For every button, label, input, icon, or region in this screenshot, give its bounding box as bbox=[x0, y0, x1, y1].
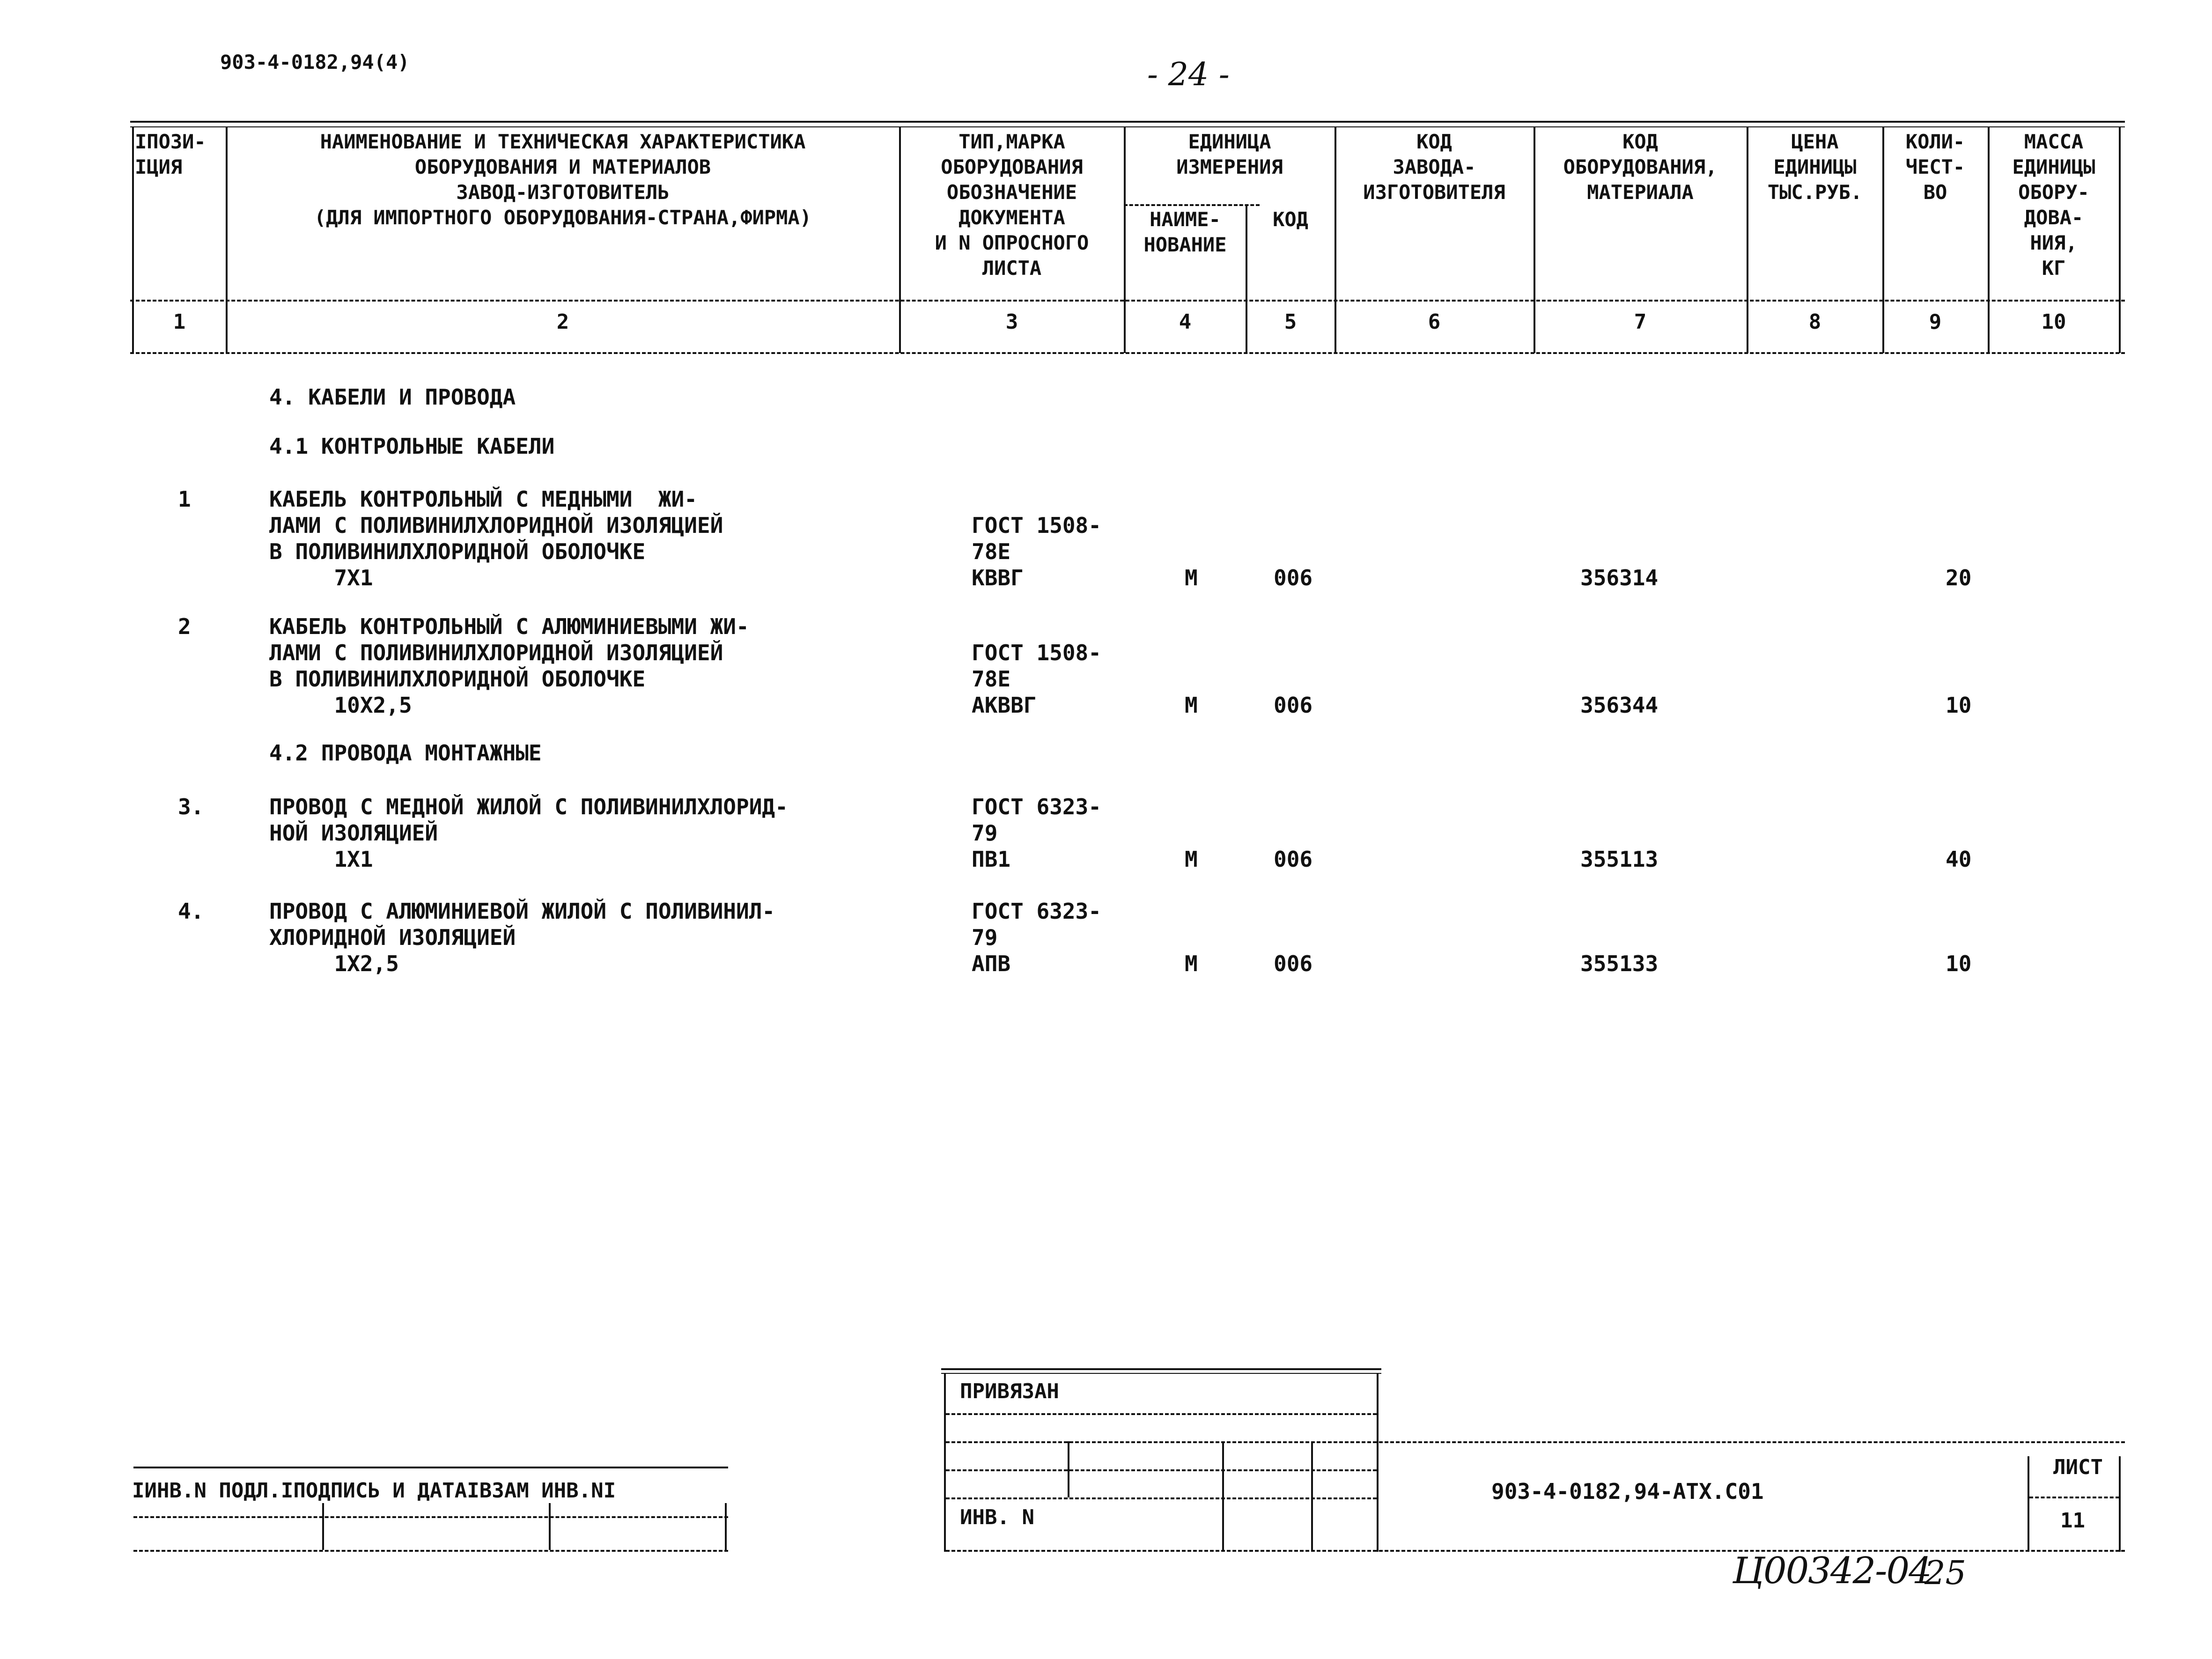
row-name: КАБЕЛЬ КОНТРОЛЬНЫЙ С АЛЮМИНИЕВЫМИ ЖИ- ЛАМИ С ПОЛИВИНИЛХЛОРИДНОЙ ИЗОЛЯЦИЕЙ В ПОЛИВИНИЛХЛОРИДНОЙ ОБОЛОЧКЕ 10X2,5 bbox=[269, 614, 749, 718]
row-type: ГОСТ 1508- 78Е КВВГ bbox=[972, 513, 1101, 590]
row-material-code: 355133 bbox=[1580, 951, 1659, 976]
row-type: ГОСТ 6323- 79 АПВ bbox=[972, 899, 1101, 976]
row-position: 4. bbox=[178, 899, 204, 924]
stamp-left-header: IИНВ.N ПОДЛ.IПОДПИСЬ И ДАТАIВЗАМ ИНВ.NI bbox=[132, 1479, 616, 1503]
row-position: 1 bbox=[178, 487, 191, 512]
row-unit: М bbox=[1185, 565, 1198, 590]
col-header-name: НАИМЕНОВАНИЕ И ТЕХНИЧЕСКАЯ ХАРАКТЕРИСТИКА ОБОРУДОВАНИЯ И МАТЕРИАЛОВ ЗАВОД-ИЗГОТОВИТЕЛЬ (ДЛЯ ИМПОРТНОГО ОБОРУДОВАНИЯ-СТРАНА,ФИРМА) bbox=[314, 130, 812, 229]
row-material-code: 356344 bbox=[1580, 693, 1659, 718]
row-position: 2 bbox=[178, 614, 191, 639]
col-header-position: IПОЗИ- IЦИЯ bbox=[135, 130, 206, 178]
col-number-2: 2 bbox=[556, 310, 569, 334]
row-material-code: 355113 bbox=[1580, 847, 1659, 872]
col-header-unit: ЕДИНИЦА ИЗМЕРЕНИЯ bbox=[1176, 130, 1283, 178]
row-type: ГОСТ 1508- 78Е АКВВГ bbox=[972, 640, 1101, 718]
row-unit-code: 006 bbox=[1274, 951, 1313, 976]
row-unit-code: 006 bbox=[1274, 847, 1313, 872]
row-name: ПРОВОД С АЛЮМИНИЕВОЙ ЖИЛОЙ С ПОЛИВИНИЛ- ХЛОРИДНОЙ ИЗОЛЯЦИЕЙ 1X2,5 bbox=[269, 899, 775, 976]
col-header-manufacturer-code: КОД ЗАВОДА- ИЗГОТОВИТЕЛЯ bbox=[1363, 130, 1505, 204]
page-number: - 24 - bbox=[1147, 56, 1230, 93]
document-code-stamp: 903-4-0182,94-АТХ.С01 bbox=[1491, 1479, 1764, 1504]
col-header-mass: МАССА ЕДИНИЦЫ ОБОРУ- ДОВА- НИЯ, КГ bbox=[2012, 130, 2095, 280]
row-unit-code: 006 bbox=[1274, 693, 1313, 718]
col-header-material-code: КОД ОБОРУДОВАНИЯ, МАТЕРИАЛА bbox=[1563, 130, 1718, 204]
col-header-quantity: КОЛИ- ЧЕСТ- ВО bbox=[1905, 130, 1965, 204]
subsection-title: 4.2 ПРОВОДА МОНТАЖНЫЕ bbox=[269, 740, 542, 766]
col-number-9: 9 bbox=[1929, 310, 1942, 334]
subsection-title: 4.1 КОНТРОЛЬНЫЕ КАБЕЛИ bbox=[269, 434, 555, 459]
row-name: КАБЕЛЬ КОНТРОЛЬНЫЙ С МЕДНЫМИ ЖИ- ЛАМИ С ПОЛИВИНИЛХЛОРИДНОЙ ИЗОЛЯЦИЕЙ В ПОЛИВИНИЛХЛОРИДНОЙ ОБОЛОЧКЕ 7X1 bbox=[269, 487, 723, 590]
sheet-label: ЛИСТ bbox=[2053, 1455, 2103, 1479]
col-number-3: 3 bbox=[1005, 310, 1018, 334]
stamp-inv-label: ИНВ. N bbox=[960, 1505, 1034, 1529]
row-unit: М bbox=[1185, 951, 1198, 976]
archive-number-handwritten: Ц00342-04 bbox=[1733, 1550, 1931, 1592]
col-header-unit-code: КОД bbox=[1273, 208, 1308, 231]
row-unit: М bbox=[1185, 847, 1198, 872]
col-number-6: 6 bbox=[1428, 310, 1441, 334]
col-header-unit-name: НАИМЕ- НОВАНИЕ bbox=[1143, 208, 1227, 256]
col-header-type: ТИП,МАРКА ОБОРУДОВАНИЯ ОБОЗНАЧЕНИЕ ДОКУМЕНТА И N ОПРОСНОГО ЛИСТА bbox=[935, 130, 1089, 280]
col-number-4: 4 bbox=[1179, 310, 1192, 334]
col-number-8: 8 bbox=[1808, 310, 1821, 334]
row-quantity: 10 bbox=[1946, 951, 1972, 976]
col-header-price: ЦЕНА ЕДИНИЦЫ ТЫС.РУБ. bbox=[1767, 130, 1863, 204]
col-number-7: 7 bbox=[1634, 310, 1647, 334]
col-number-5: 5 bbox=[1284, 310, 1297, 334]
sheet-number: 11 bbox=[2060, 1509, 2085, 1533]
row-quantity: 40 bbox=[1946, 847, 1972, 872]
document-code-top: 903-4-0182,94(4) bbox=[220, 51, 410, 74]
col-number-1: 1 bbox=[173, 310, 186, 334]
row-unit: М bbox=[1185, 693, 1198, 718]
col-number-10: 10 bbox=[2041, 310, 2066, 334]
section-title: 4. КАБЕЛИ И ПРОВОДА bbox=[269, 384, 516, 410]
page-number-handwritten: 25 bbox=[1924, 1554, 1967, 1592]
row-name: ПРОВОД С МЕДНОЙ ЖИЛОЙ С ПОЛИВИНИЛХЛОРИД- НОЙ ИЗОЛЯЦИЕЙ 1X1 bbox=[269, 794, 788, 872]
stamp-privyazan: ПРИВЯЗАН bbox=[960, 1379, 1059, 1403]
row-unit-code: 006 bbox=[1274, 565, 1313, 590]
row-type: ГОСТ 6323- 79 ПВ1 bbox=[972, 794, 1101, 872]
row-quantity: 20 bbox=[1946, 565, 1972, 590]
row-material-code: 356314 bbox=[1580, 565, 1659, 590]
row-position: 3. bbox=[178, 794, 204, 819]
row-quantity: 10 bbox=[1946, 693, 1972, 718]
